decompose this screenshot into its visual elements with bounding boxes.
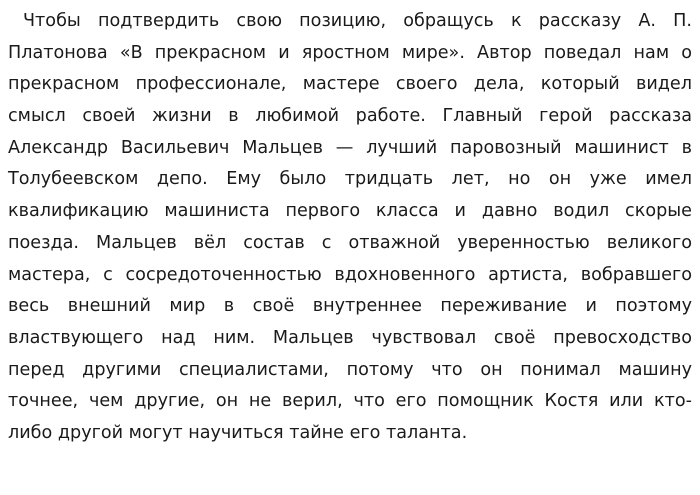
text-line: Александр Васильевич Мальцев — лучший паровозный машинист в [8,137,692,158]
text-line: Толубеевском депо. Ему было тридцать лет, но он уже имел [8,169,692,190]
text-line: точнее, чем другие, он не верил, что его помощник Костя или кто- [8,391,692,412]
text-line: весь внешний мир в своё внутреннее переживание и поэтому [8,296,692,317]
text-line: поезда. Мальцев вёл состав с отважной уверенностью великого [8,232,692,253]
text-line: мастера, с сосредоточенностью вдохновенного артиста, вобравшего [8,264,692,285]
text-line: Чтобы подтвердить свою позицию, обращусь к рассказу А. П. [23,11,692,31]
text-line: либо другой могут научиться тайне его таланта. [8,422,468,443]
text-line: прекрасном профессионале, мастере своего дела, который видел [8,74,692,95]
text-line: перед другими специалистами, потому что он понимал машину [8,359,692,380]
text-line: властвующего над ним. Мальцев чувствовал своё превосходство [8,327,692,348]
essay-paragraph [8,6,692,450]
text-line: квалификацию машиниста первого класса и давно водил скорые [8,201,692,222]
text-line: смысл своей жизни в любимой работе. Главный герой рассказа [8,106,692,127]
text-line: Платонова «В прекрасном и яростном мире». Автор поведал нам о [8,42,692,63]
